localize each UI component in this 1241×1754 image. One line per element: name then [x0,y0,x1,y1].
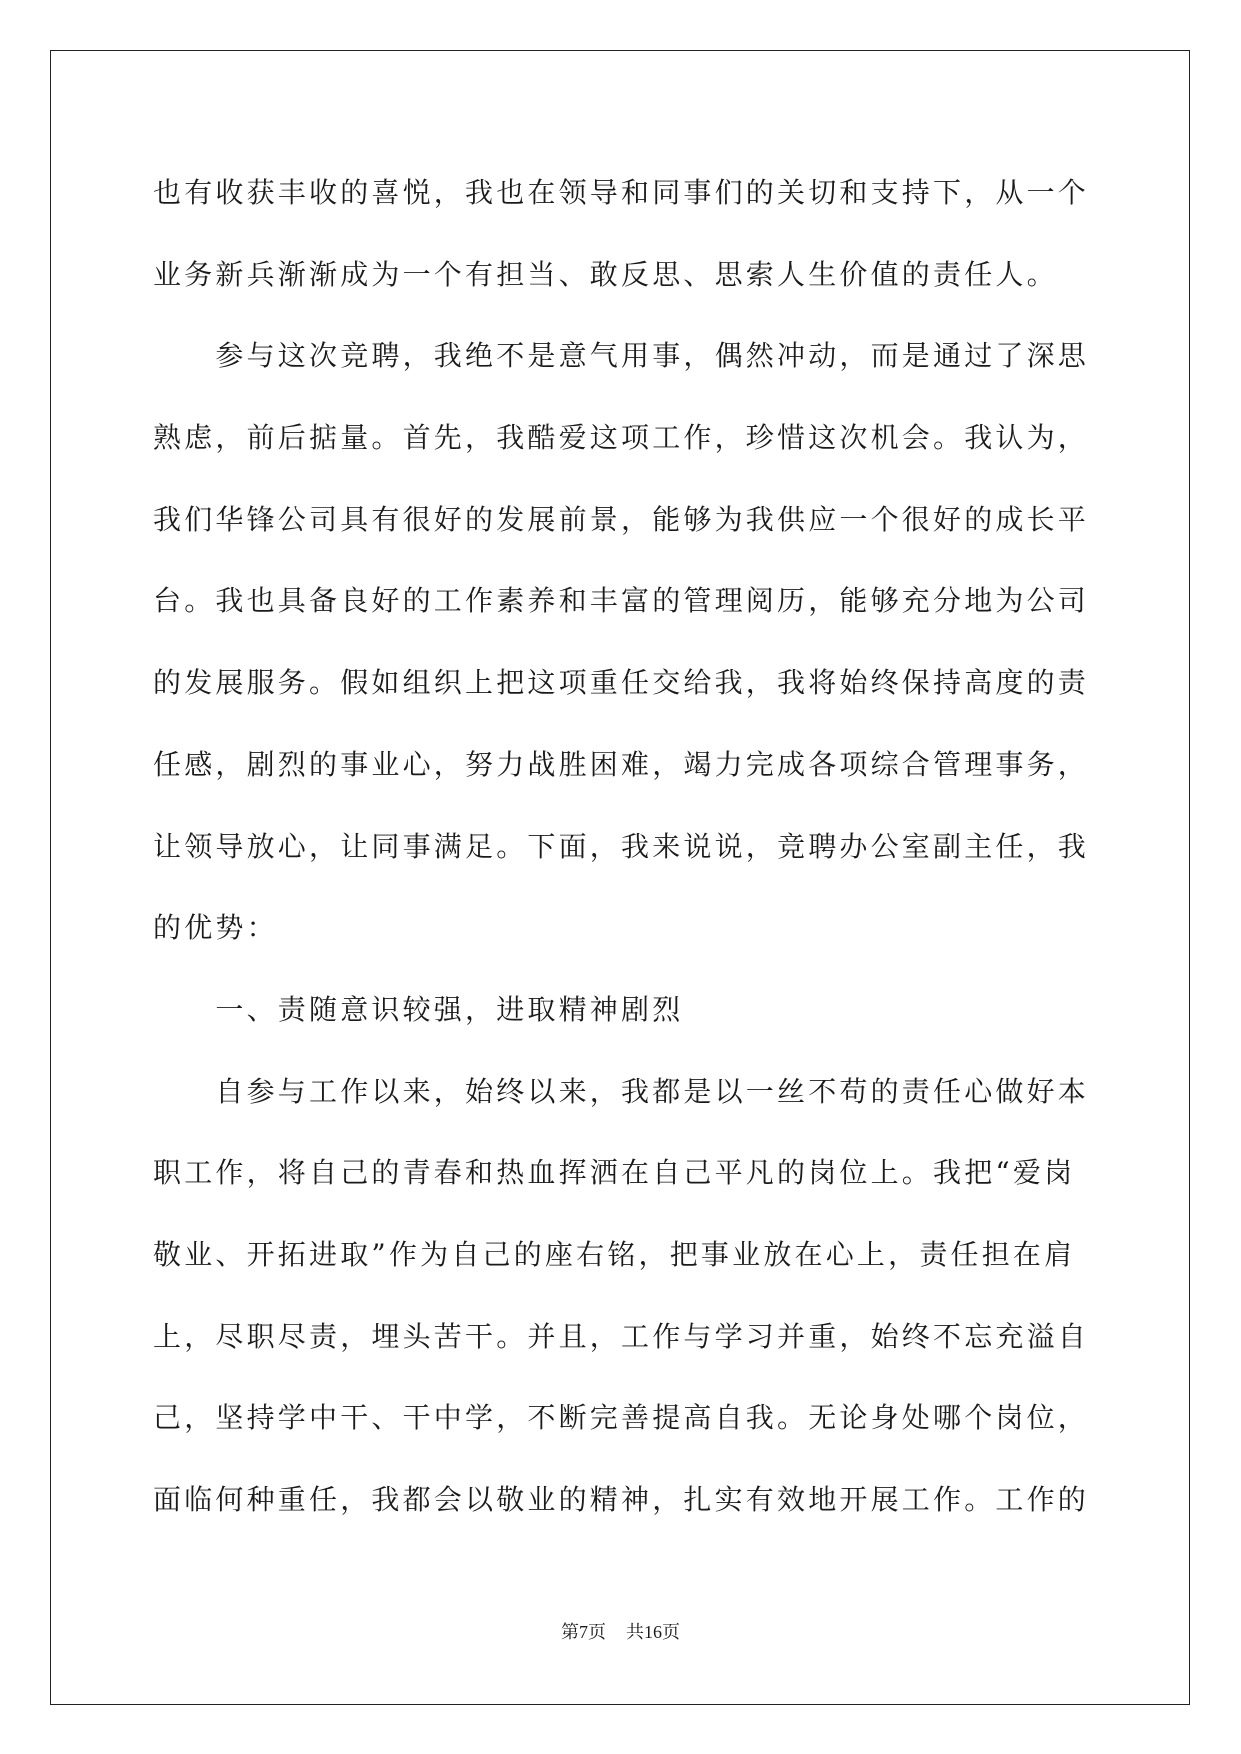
text-line: 熟虑，前后掂量。首先，我酷爱这项工作，珍惜这次机会。我认为， [153,421,1090,455]
paragraph [153,152,1113,315]
text-line: 台。我也具备良好的工作素养和丰富的管理阅历，能够充分地为公司 [153,584,1090,618]
text-line: 任感，剧烈的事业心，努力战胜困难，竭力完成各项综合管理事务， [153,747,1090,781]
text-line: 敬业、开拓进取”作为自己的座右铭，把事业放在心上，责任担在肩 [153,1237,1076,1271]
document-body [153,152,1113,1541]
text-line: 参与这次竞聘，我绝不是意气用事，偶然冲动，而是通过了深思 [215,339,1089,373]
text-line: 也有收获丰收的喜悦，我也在领导和同事们的关切和支持下，从一个 [153,176,1090,209]
section-heading [153,969,1113,1051]
page-footer [0,1618,1241,1646]
paragraph [153,315,1113,969]
text-line: 业务新兵渐渐成为一个有担当、敢反思、思索人生价值的责任人。 [153,257,1058,291]
text-line: 职工作，将自己的青春和热血挥洒在自己平凡的岗位上。我把“爱岗 [153,1156,1076,1190]
text-line: 一、责随意识较强，进取精神剧烈 [215,992,684,1026]
text-line: 自参与工作以来，始终以来，我都是以一丝不苟的责任心做好本 [215,1074,1089,1108]
text-line: 上，尽职尽责，埋头苦干。并且，工作与学习并重，始终不忘充溢自 [153,1319,1090,1353]
text-line: 己，坚持学中干、干中学，不断完善提高自我。无论身处哪个岗位， [153,1401,1090,1435]
paragraph [153,1051,1113,1541]
text-line: 我们华锋公司具有很好的发展前景，能够为我供应一个很好的成长平 [153,502,1090,536]
text-line: 的优势： [153,911,278,945]
page-number-total: 共16页 [626,1622,680,1642]
text-line: 让领导放心，让同事满足。下面，我来说说，竞聘办公室副主任，我 [153,829,1090,863]
text-line: 面临何种重任，我都会以敬业的精神，扎实有效地开展工作。工作的 [153,1483,1090,1516]
page-number-current: 第7页 [561,1622,606,1642]
text-line: 的发展服务。假如组织上把这项重任交给我，我将始终保持高度的责 [153,666,1090,700]
